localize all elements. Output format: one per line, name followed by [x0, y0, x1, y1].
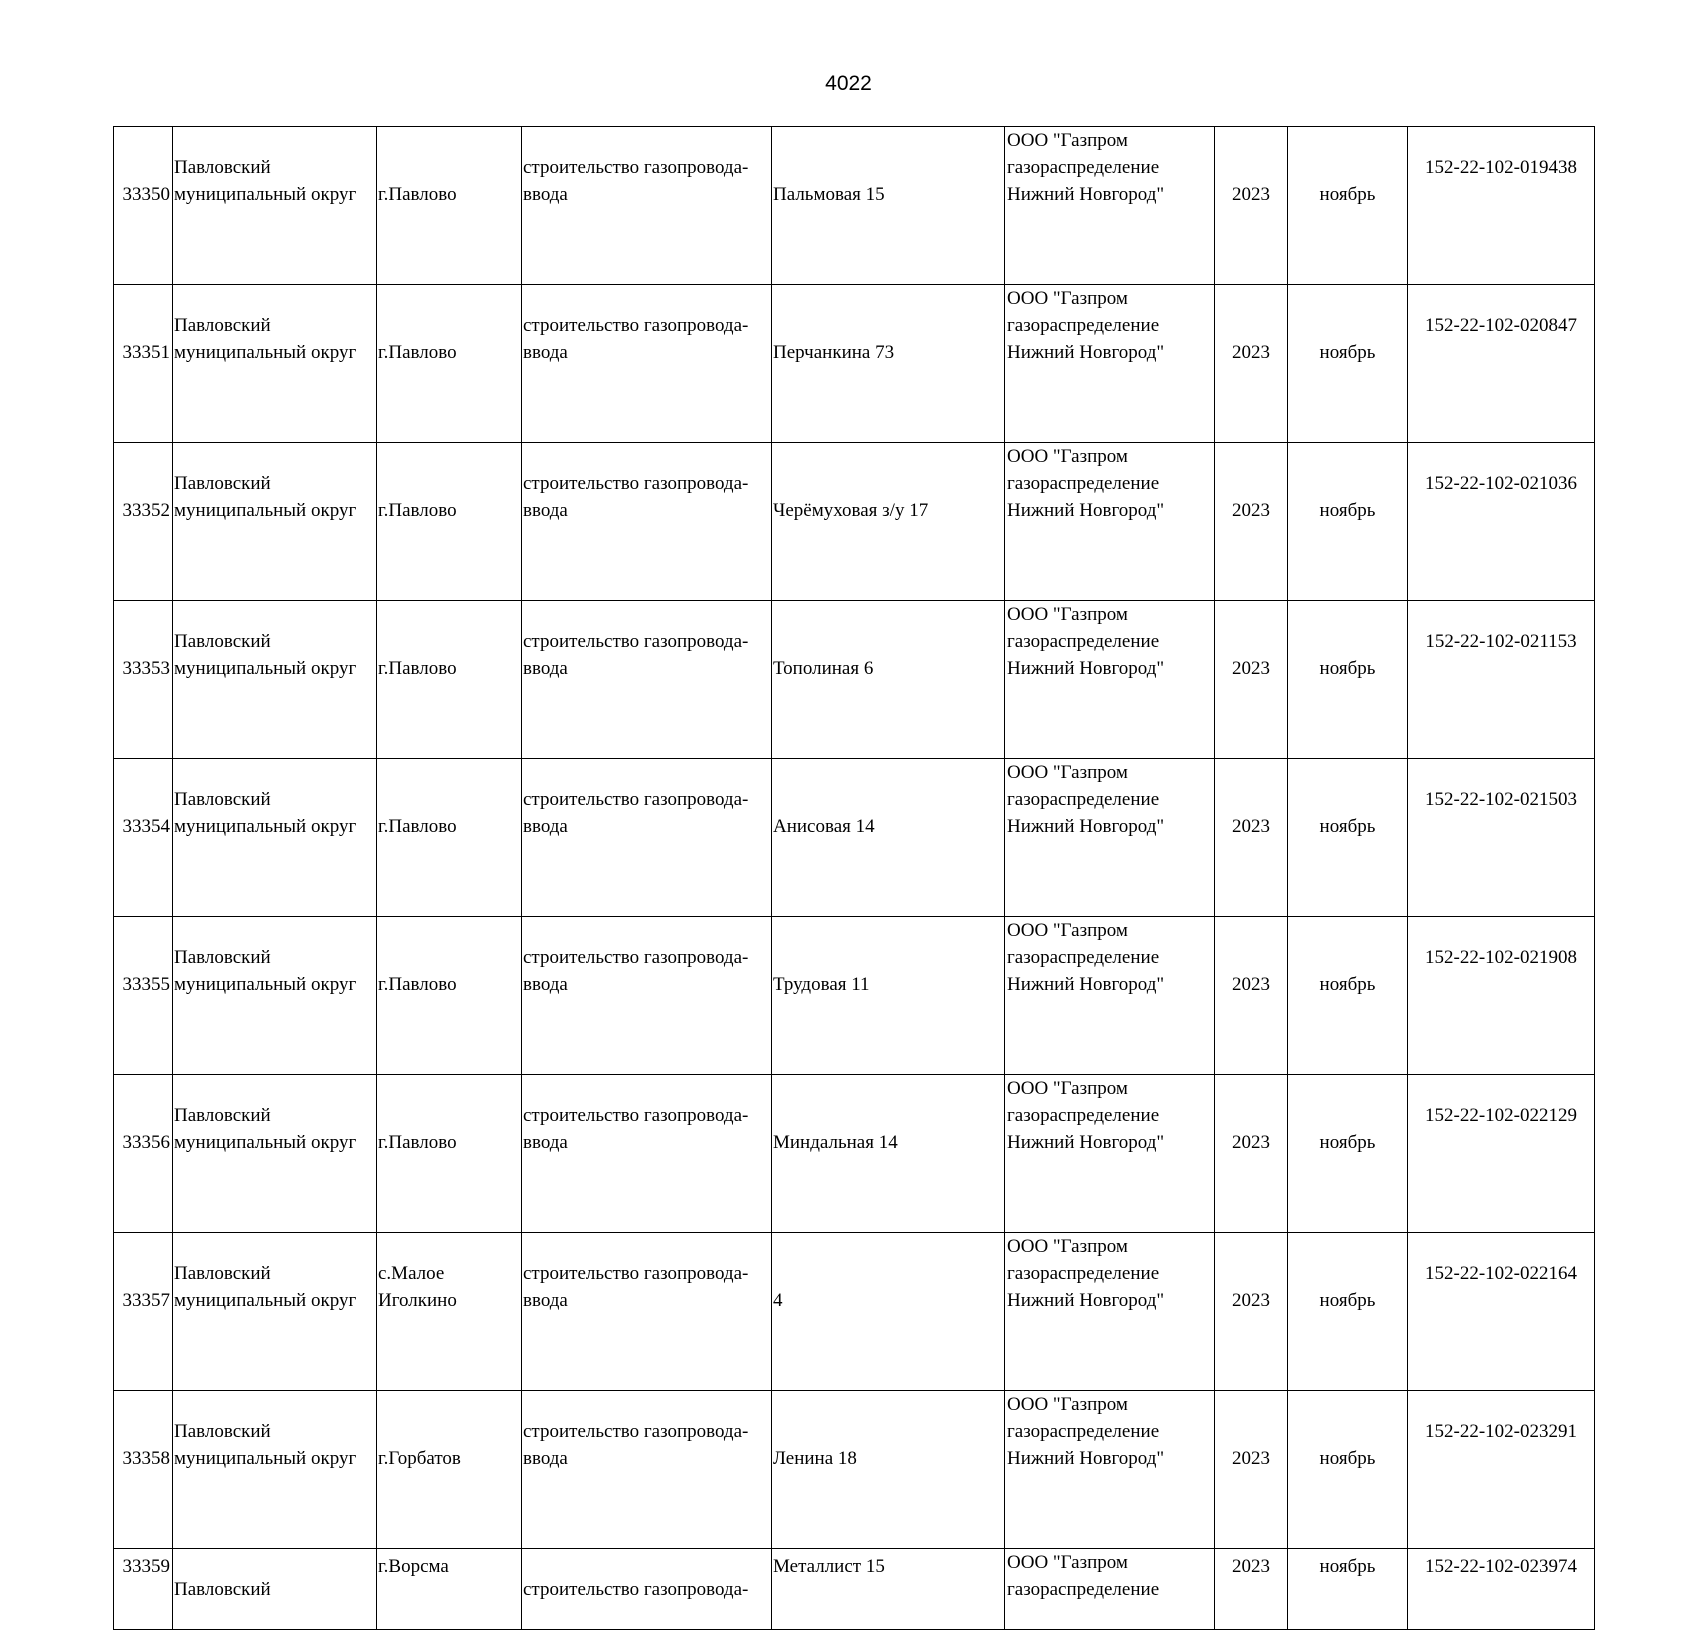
district-cell-line: Павловский [174, 473, 271, 494]
organization-cell [1005, 1549, 1215, 1630]
work-type-cell [522, 601, 772, 759]
row-id: 33351 [114, 285, 173, 443]
month-cell: ноябрь [1288, 285, 1408, 443]
year-cell: 2023 [1215, 1391, 1288, 1549]
district-cell [173, 1075, 377, 1233]
work-type-cell-line: ввода [523, 342, 568, 363]
organization-cell-line: ООО "Газпром [1007, 1236, 1128, 1257]
district-cell-line: Павловский [174, 1105, 271, 1126]
district-cell-line: муниципальный округ [174, 816, 357, 837]
organization-cell-line: Нижний Новгород" [1007, 1290, 1165, 1311]
work-type-cell: строительство газопровода- [522, 1549, 772, 1630]
organization-cell [1005, 1233, 1215, 1391]
district-cell-line: Павловский [174, 1421, 271, 1442]
month-cell: ноябрь [1288, 1391, 1408, 1549]
organization-cell-line: ООО "Газпром [1007, 130, 1128, 151]
month-cell: ноябрь [1288, 1075, 1408, 1233]
work-type-cell [522, 917, 772, 1075]
district-cell-line: муниципальный округ [174, 974, 357, 995]
work-type-cell [522, 1075, 772, 1233]
table-row [114, 1233, 1595, 1391]
organization-cell-line: Нижний Новгород" [1007, 1448, 1165, 1469]
organization-cell [1005, 127, 1215, 285]
table-row [114, 1391, 1595, 1549]
locality-cell [377, 1233, 522, 1391]
organization-cell-line: ООО "Газпром [1007, 604, 1128, 625]
district-cell-line: муниципальный округ [174, 1132, 357, 1153]
organization-cell [1005, 917, 1215, 1075]
locality-cell-line: г.Павлово [378, 342, 457, 363]
district-cell [173, 127, 377, 285]
address-cell: Металлист 15 [772, 1549, 1005, 1630]
locality-cell [377, 1075, 522, 1233]
year-cell: 2023 [1215, 601, 1288, 759]
work-type-cell-line: строительство газопровода- [523, 1421, 749, 1442]
district-cell [173, 1391, 377, 1549]
row-id: 33353 [114, 601, 173, 759]
district-cell-line: Павловский [174, 947, 271, 968]
organization-cell-line: Нижний Новгород" [1007, 974, 1165, 995]
work-type-cell-line: строительство газопровода- [523, 789, 749, 810]
row-id: 33356 [114, 1075, 173, 1233]
permit-code-cell: 152-22-102-021153 [1408, 601, 1595, 759]
table-row [114, 443, 1595, 601]
permit-code-cell: 152-22-102-021036 [1408, 443, 1595, 601]
district-cell-line: Павловский [174, 157, 271, 178]
organization-cell-line: газораспределение [1007, 1105, 1160, 1126]
month-cell: ноябрь [1288, 1233, 1408, 1391]
records-table [113, 126, 1595, 1630]
organization-cell [1005, 285, 1215, 443]
page-number: 4022 [825, 72, 872, 95]
work-type-cell [522, 285, 772, 443]
table-row [114, 759, 1595, 917]
address-cell: Тополиная 6 [772, 601, 1005, 759]
row-id: 33357 [114, 1233, 173, 1391]
locality-cell [377, 1391, 522, 1549]
month-cell: ноябрь [1288, 127, 1408, 285]
organization-cell-line: ООО "Газпром [1007, 762, 1128, 783]
locality-cell-line: г.Павлово [378, 974, 457, 995]
permit-code-cell: 152-22-102-023291 [1408, 1391, 1595, 1549]
row-id: 33358 [114, 1391, 173, 1549]
year-cell: 2023 [1215, 1549, 1288, 1630]
address-cell: Трудовая 11 [772, 917, 1005, 1075]
organization-cell-line: ООО "Газпром [1007, 446, 1128, 467]
district-cell [173, 759, 377, 917]
row-id: 33355 [114, 917, 173, 1075]
organization-cell-line: газораспределение [1007, 1579, 1160, 1600]
permit-code-cell: 152-22-102-021908 [1408, 917, 1595, 1075]
organization-cell [1005, 1391, 1215, 1549]
table-row [114, 1075, 1595, 1233]
organization-cell [1005, 601, 1215, 759]
year-cell: 2023 [1215, 759, 1288, 917]
work-type-cell-line: строительство газопровода- [523, 1105, 749, 1126]
permit-code-cell: 152-22-102-022129 [1408, 1075, 1595, 1233]
address-cell: Черёмуховая з/у 17 [772, 443, 1005, 601]
locality-cell-line: Иголкино [378, 1290, 457, 1311]
table-body [114, 127, 1595, 1630]
address-cell: Ленина 18 [772, 1391, 1005, 1549]
locality-cell [377, 285, 522, 443]
month-cell: ноябрь [1288, 443, 1408, 601]
row-id: 33359 [114, 1549, 173, 1630]
address-cell: Миндальная 14 [772, 1075, 1005, 1233]
organization-cell-line: газораспределение [1007, 1421, 1160, 1442]
district-cell [173, 601, 377, 759]
row-id: 33354 [114, 759, 173, 917]
locality-cell [377, 443, 522, 601]
organization-cell-line: газораспределение [1007, 947, 1160, 968]
organization-cell-line: газораспределение [1007, 1263, 1160, 1284]
organization-cell-line: Нижний Новгород" [1007, 658, 1165, 679]
organization-cell-line: ООО "Газпром [1007, 920, 1128, 941]
organization-cell [1005, 759, 1215, 917]
work-type-cell-line: строительство газопровода- [523, 315, 749, 336]
locality-cell-line: г.Павлово [378, 500, 457, 521]
work-type-cell [522, 443, 772, 601]
address-cell: Пальмовая 15 [772, 127, 1005, 285]
organization-cell-line: ООО "Газпром [1007, 1552, 1128, 1573]
district-cell [173, 443, 377, 601]
district-cell [173, 1233, 377, 1391]
district-cell-line: муниципальный округ [174, 500, 357, 521]
organization-cell-line: Нижний Новгород" [1007, 1132, 1165, 1153]
organization-cell-line: газораспределение [1007, 473, 1160, 494]
month-cell: ноябрь [1288, 601, 1408, 759]
organization-cell-line: Нижний Новгород" [1007, 500, 1165, 521]
table-row [114, 917, 1595, 1075]
organization-cell-line: газораспределение [1007, 315, 1160, 336]
month-cell: ноябрь [1288, 917, 1408, 1075]
work-type-cell-line: строительство газопровода- [523, 631, 749, 652]
locality-cell-line: г.Павлово [378, 184, 457, 205]
district-cell-line: Павловский [174, 1263, 271, 1284]
district-cell-line: муниципальный округ [174, 658, 357, 679]
organization-cell [1005, 1075, 1215, 1233]
month-cell: ноябрь [1288, 759, 1408, 917]
year-cell: 2023 [1215, 917, 1288, 1075]
work-type-cell-line: строительство газопровода- [523, 1263, 749, 1284]
row-id: 33352 [114, 443, 173, 601]
table-row [114, 285, 1595, 443]
organization-cell-line: ООО "Газпром [1007, 1394, 1128, 1415]
year-cell: 2023 [1215, 1233, 1288, 1391]
district-cell-line: Павловский [174, 631, 271, 652]
work-type-cell-line: ввода [523, 184, 568, 205]
locality-cell-line: г.Павлово [378, 658, 457, 679]
work-type-cell-line: строительство газопровода- [523, 157, 749, 178]
work-type-cell [522, 759, 772, 917]
work-type-cell [522, 127, 772, 285]
work-type-cell-line: ввода [523, 1132, 568, 1153]
organization-cell [1005, 443, 1215, 601]
year-cell: 2023 [1215, 1075, 1288, 1233]
row-id: 33350 [114, 127, 173, 285]
organization-cell-line: ООО "Газпром [1007, 1078, 1128, 1099]
locality-cell-line: г.Павлово [378, 816, 457, 837]
district-cell-line: муниципальный округ [174, 184, 357, 205]
permit-code-cell: 152-22-102-021503 [1408, 759, 1595, 917]
work-type-cell-line: ввода [523, 658, 568, 679]
address-cell: Анисовая 14 [772, 759, 1005, 917]
year-cell: 2023 [1215, 443, 1288, 601]
work-type-cell-line: ввода [523, 974, 568, 995]
organization-cell-line: газораспределение [1007, 157, 1160, 178]
organization-cell-line: Нижний Новгород" [1007, 342, 1165, 363]
locality-cell-line: с.Малое [378, 1263, 445, 1284]
month-cell: ноябрь [1288, 1549, 1408, 1630]
work-type-cell-line: строительство газопровода- [523, 473, 749, 494]
permit-code-cell: 152-22-102-022164 [1408, 1233, 1595, 1391]
table-row [114, 1549, 1595, 1630]
district-cell-line: Павловский [174, 315, 271, 336]
work-type-cell-line: ввода [523, 500, 568, 521]
permit-code-cell: 152-22-102-020847 [1408, 285, 1595, 443]
table-row [114, 127, 1595, 285]
district-cell [173, 285, 377, 443]
district-cell-line: муниципальный округ [174, 1448, 357, 1469]
work-type-cell-line: ввода [523, 816, 568, 837]
permit-code-cell: 152-22-102-023974 [1408, 1549, 1595, 1630]
year-cell: 2023 [1215, 127, 1288, 285]
address-cell: Перчанкина 73 [772, 285, 1005, 443]
organization-cell-line: газораспределение [1007, 631, 1160, 652]
district-cell-line: муниципальный округ [174, 342, 357, 363]
organization-cell-line: Нижний Новгород" [1007, 184, 1165, 205]
permit-code-cell: 152-22-102-019438 [1408, 127, 1595, 285]
work-type-cell [522, 1233, 772, 1391]
district-cell-line: муниципальный округ [174, 1290, 357, 1311]
locality-cell: г.Ворсма [377, 1549, 522, 1630]
table-row [114, 601, 1595, 759]
district-cell: Павловский [173, 1549, 377, 1630]
locality-cell [377, 759, 522, 917]
year-cell: 2023 [1215, 285, 1288, 443]
locality-cell-line: г.Горбатов [378, 1448, 461, 1469]
district-cell [173, 917, 377, 1075]
work-type-cell-line: ввода [523, 1290, 568, 1311]
locality-cell [377, 917, 522, 1075]
work-type-cell-line: ввода [523, 1448, 568, 1469]
address-cell: 4 [772, 1233, 1005, 1391]
organization-cell-line: Нижний Новгород" [1007, 816, 1165, 837]
locality-cell [377, 601, 522, 759]
work-type-cell [522, 1391, 772, 1549]
locality-cell-line: г.Павлово [378, 1132, 457, 1153]
locality-cell [377, 127, 522, 285]
district-cell-line: Павловский [174, 789, 271, 810]
work-type-cell-line: строительство газопровода- [523, 947, 749, 968]
organization-cell-line: газораспределение [1007, 789, 1160, 810]
organization-cell-line: ООО "Газпром [1007, 288, 1128, 309]
